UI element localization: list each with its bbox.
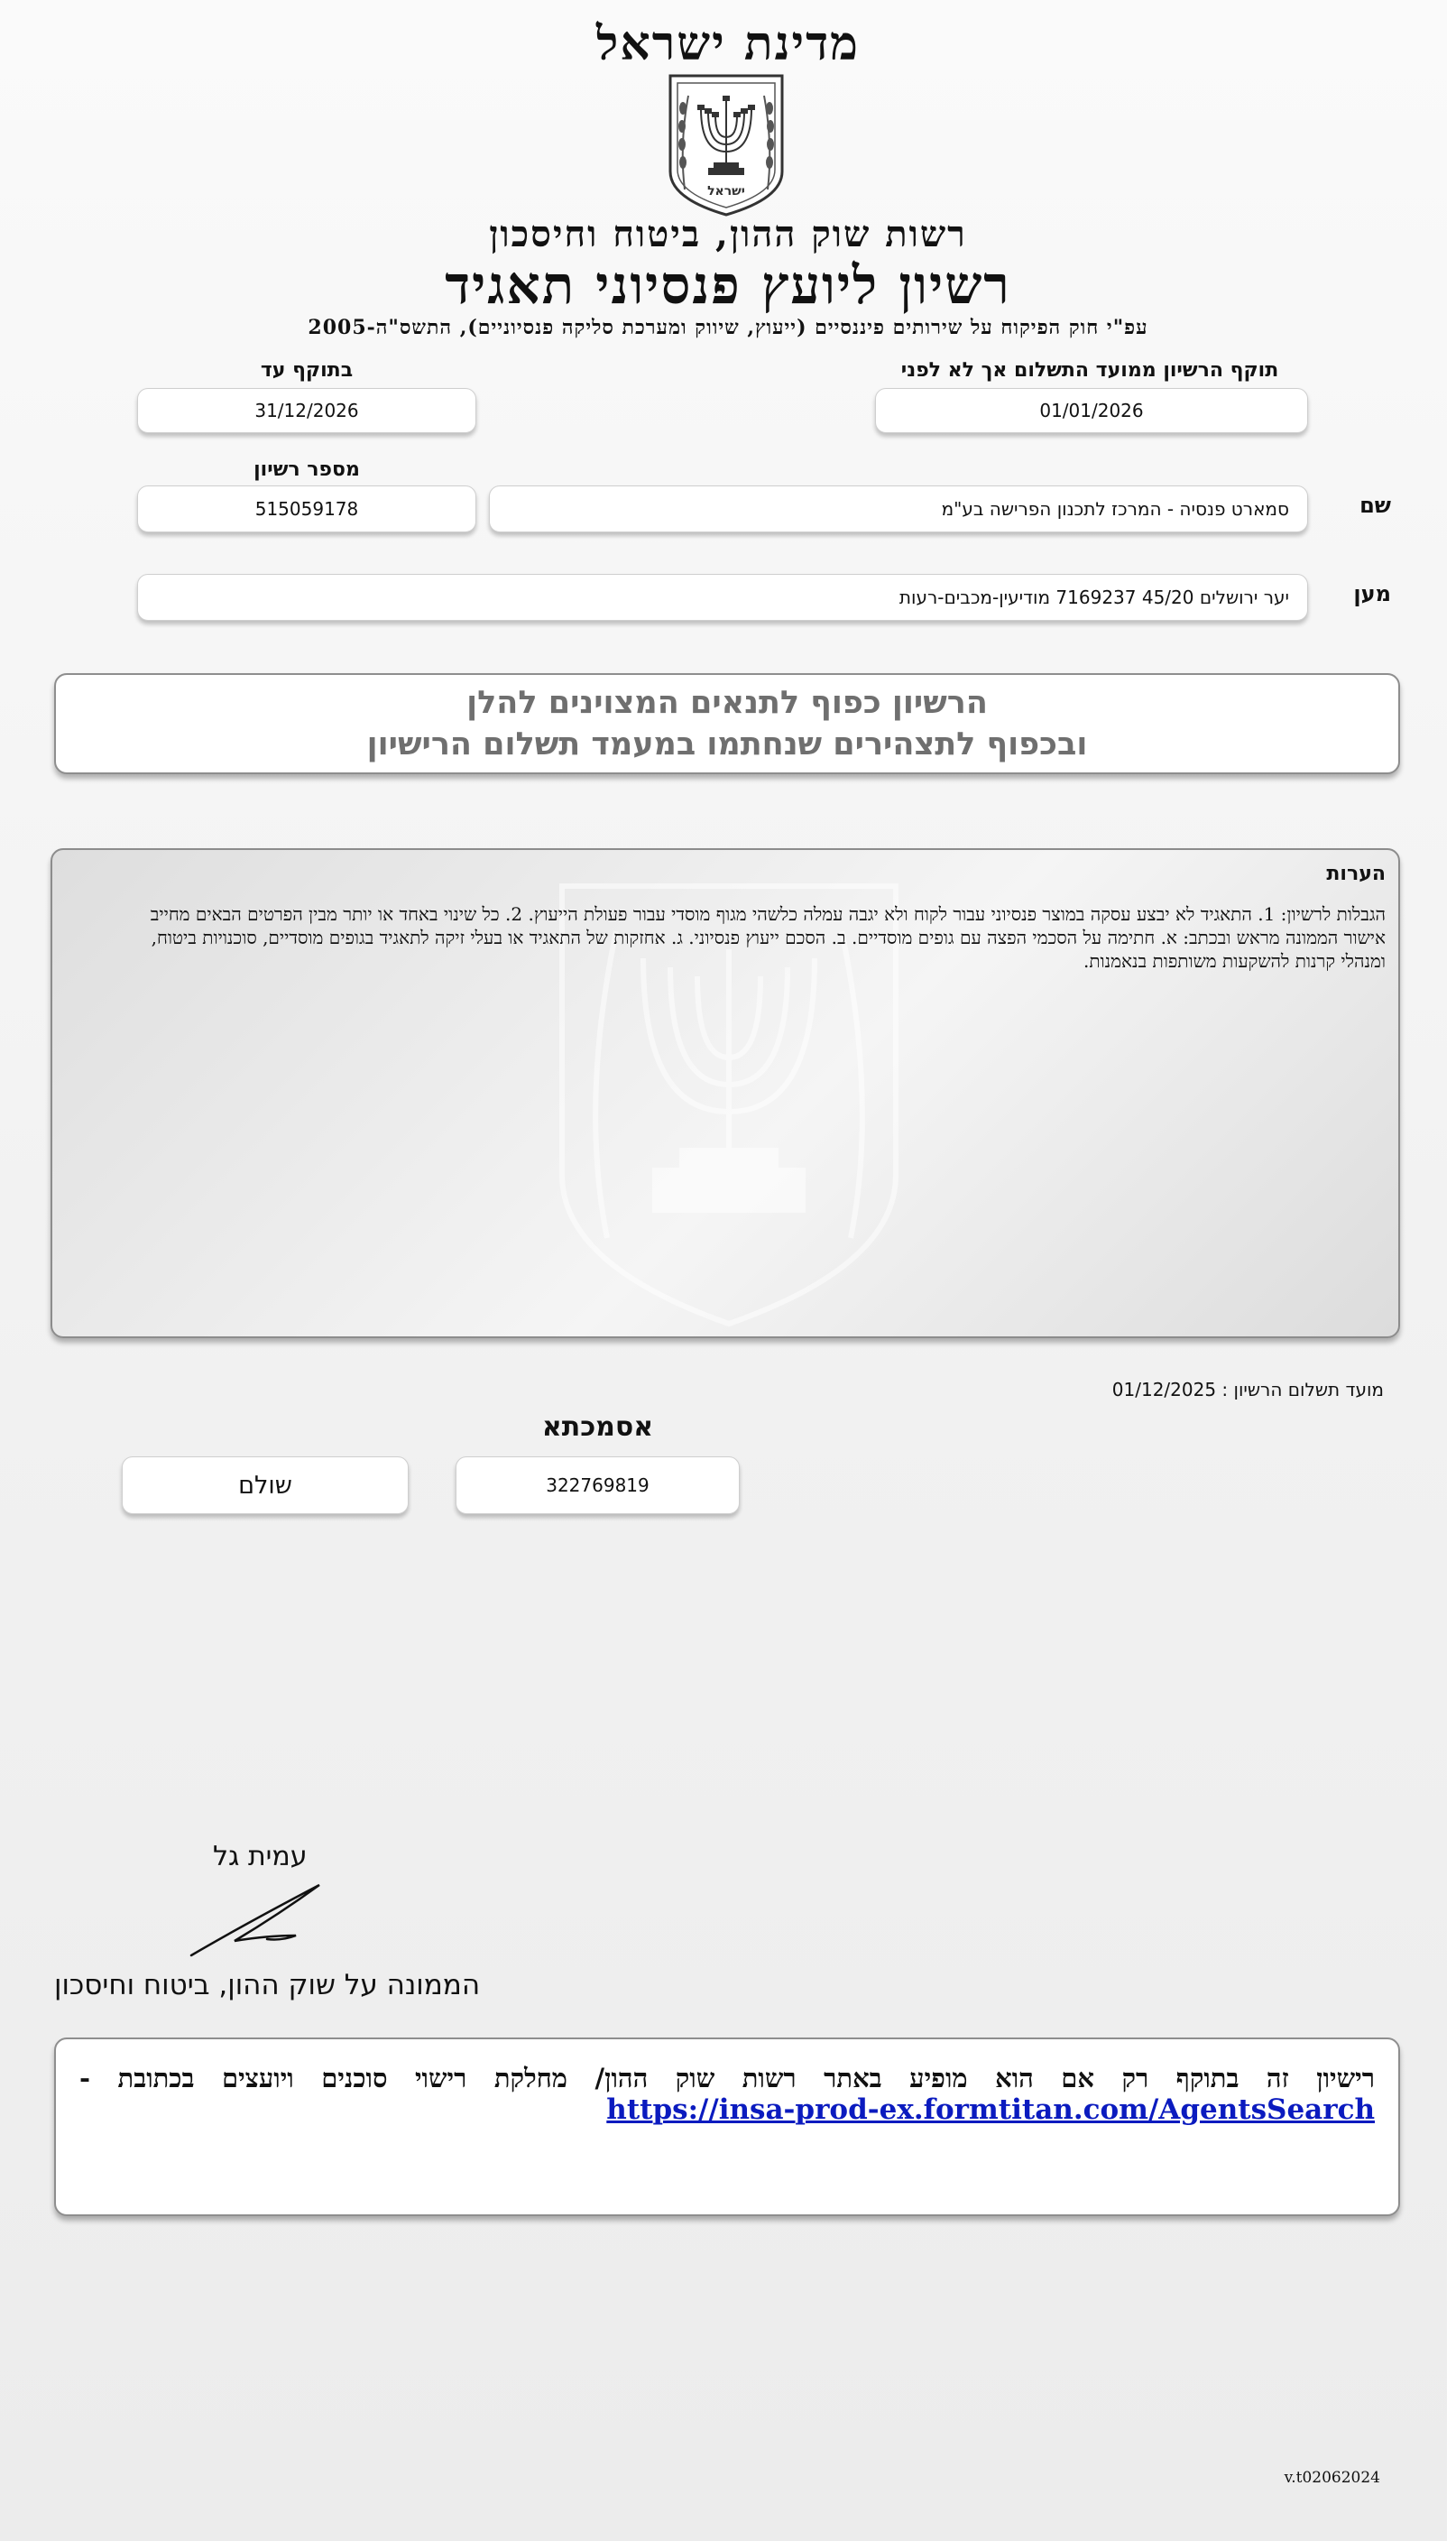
signatory-name: עמית גל bbox=[213, 1841, 308, 1872]
state-emblem-icon bbox=[665, 72, 788, 218]
signatory-title: הממונה על שוק ההון, ביטוח וחיסכון bbox=[54, 1969, 481, 2001]
emblem-text: ישראל bbox=[707, 184, 745, 199]
payment-status-field bbox=[122, 1456, 409, 1514]
license-number-field bbox=[137, 485, 476, 532]
name-label: שם bbox=[1359, 493, 1391, 518]
valid-from-label: תוקף הרשיון ממועד התשלום אך לא לפני bbox=[900, 359, 1279, 382]
valid-from-value: 01/01/2026 bbox=[1039, 400, 1144, 421]
authority-name: רשות שוק ההון, ביטוח וחיסכון bbox=[489, 213, 967, 255]
payment-date: מועד תשלום הרשיון : 01/12/2025 bbox=[1111, 1379, 1384, 1400]
reference-value: 322769819 bbox=[546, 1474, 650, 1496]
notes-text: הגבלות לרשיון: 1. התאגיד לא יבצע עסקה במוצר פנסיוני עבור לקוח ולא יגבה עמלה כלשהי מגוף מוסדי עבור פעולת הייעוץ. 2. כל שינוי באחד או יותר מבין הפרטים הבאים מחייב אישור הממונה מראש ובכתב: א. חתימה על הסכמי הפצה עם גופים מוסדיים. ב. הסכם ייעוץ פנסיוני. ג. אחזקות של התאגיד או בעלי זיקה לתאגיד בגופים מוסדיים, סוכנויות ביטוח, ומנהלי קרנות להשקעות משותפות בנאמנות. bbox=[150, 903, 1386, 972]
notes-title: הערות bbox=[1326, 863, 1386, 885]
valid-until-field bbox=[137, 388, 476, 433]
payment-status-value: שולם bbox=[238, 1471, 292, 1500]
reference-field bbox=[456, 1456, 740, 1514]
address-field bbox=[137, 574, 1308, 621]
state-title: מדינת ישראל bbox=[596, 16, 860, 71]
address-label: מען bbox=[1353, 581, 1391, 606]
validity-notice-text: רישיון זה בתוקף רק אם הוא מופיע באתר רשות שוק ההון/ מחלקת רישוי סוכנים ויועצים בכתובת - bbox=[79, 2063, 1375, 2093]
address-value: יער ירושלים 45/20 7169237 מודיעין-מכבים-רעות bbox=[898, 587, 1289, 608]
agents-search-link[interactable]: https://insa-prod-ex.formtitan.com/AgentsSearch bbox=[606, 2093, 1375, 2126]
version-label: v.t02062024 bbox=[1284, 2469, 1380, 2487]
valid-from-field bbox=[875, 388, 1308, 433]
license-number-label: מספר רשיון bbox=[253, 458, 360, 481]
name-field bbox=[489, 485, 1308, 532]
license-number-value: 515059178 bbox=[254, 498, 359, 520]
page-right-edge bbox=[1447, 0, 1456, 2541]
law-reference: עפ"י חוק הפיקוח על שירותים פיננסיים (ייעוץ, שיווק ומערכת סליקה פנסיוניים), התשס"ה-2005 bbox=[308, 316, 1148, 339]
notes-box bbox=[51, 848, 1400, 1338]
reference-label: אסמכתא bbox=[541, 1411, 654, 1443]
valid-until-value: 31/12/2026 bbox=[254, 400, 359, 421]
name-value: סמארט פנסיה - המרכז לתכנון הפרישה בע"מ bbox=[941, 498, 1289, 520]
conditions-line-1: הרשיון כפוף לתנאים המצוינים להלן bbox=[466, 685, 988, 721]
conditions-box bbox=[54, 673, 1400, 774]
signature-icon bbox=[180, 1881, 334, 1963]
conditions-line-2: ובכפוף לתצהירים שנחתמו במעמד תשלום הרישיון bbox=[366, 726, 1088, 762]
license-title: רשיון ליועץ פנסיוני תאגיד bbox=[445, 254, 1011, 316]
valid-until-label: בתוקף עד bbox=[260, 359, 354, 382]
validity-notice-box bbox=[54, 2037, 1400, 2216]
